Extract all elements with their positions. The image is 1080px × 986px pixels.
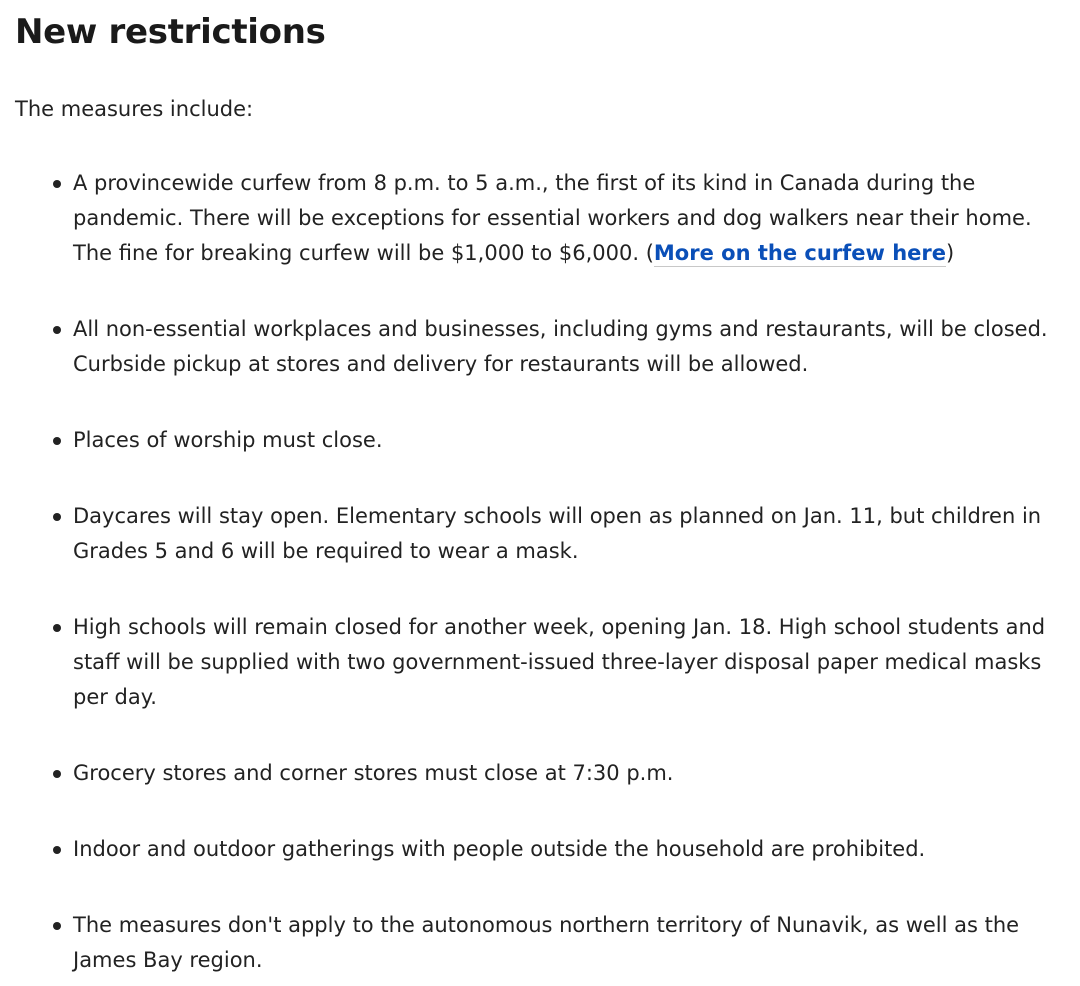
list-item-text: All non-essential workplaces and businesses, including gyms and restaurants, will be closed. Curbside pickup at stores and delivery for restaurants will be allowed. xyxy=(73,317,1048,376)
bullet-icon xyxy=(53,624,61,632)
bullet-icon xyxy=(53,437,61,445)
list-item-text: Places of worship must close. xyxy=(73,428,383,452)
list-item xyxy=(15,423,1072,458)
measures-list xyxy=(15,166,1072,978)
list-item-text: The measures don't apply to the autonomous northern territory of Nunavik, as well as the James Bay region. xyxy=(73,913,1020,972)
list-item xyxy=(15,756,1072,791)
bullet-icon xyxy=(53,326,61,334)
bullet-icon xyxy=(53,180,61,188)
list-item xyxy=(15,166,1072,271)
intro-text: The measures include: xyxy=(15,97,254,121)
bullet-icon xyxy=(53,922,61,930)
list-item-text: Daycares will stay open. Elementary schools will open as planned on Jan. 11, but children in Grades 5 and 6 will be required to wear a mask. xyxy=(73,504,1042,563)
bullet-icon xyxy=(53,513,61,521)
list-item xyxy=(15,832,1072,867)
list-item-text: A provincewide curfew from 8 p.m. to 5 a.m., the first of its kind in Canada during the pandemic. There will be exceptions for essential workers and dog walkers near their home. The fine for breaking curfew will be $1,000 to $6,000. xyxy=(73,171,1032,265)
curfew-link[interactable]: More on the curfew here xyxy=(653,241,947,265)
bullet-icon xyxy=(53,846,61,854)
list-item xyxy=(15,312,1072,382)
list-item xyxy=(15,610,1072,715)
list-item xyxy=(15,499,1072,569)
list-item-text: Grocery stores and corner stores must close at 7:30 p.m. xyxy=(73,761,674,785)
list-item-text: High schools will remain closed for another week, opening Jan. 18. High school students and staff will be supplied with two government-issued three-layer disposal paper medical masks per day. xyxy=(73,615,1046,709)
link-open-paren: ( xyxy=(645,241,654,265)
list-item-text: Indoor and outdoor gatherings with people outside the household are prohibited. xyxy=(73,837,926,861)
link-close-paren: ) xyxy=(946,241,955,265)
bullet-icon xyxy=(53,770,61,778)
list-item xyxy=(15,908,1072,978)
section-heading: New restrictions xyxy=(15,12,326,52)
